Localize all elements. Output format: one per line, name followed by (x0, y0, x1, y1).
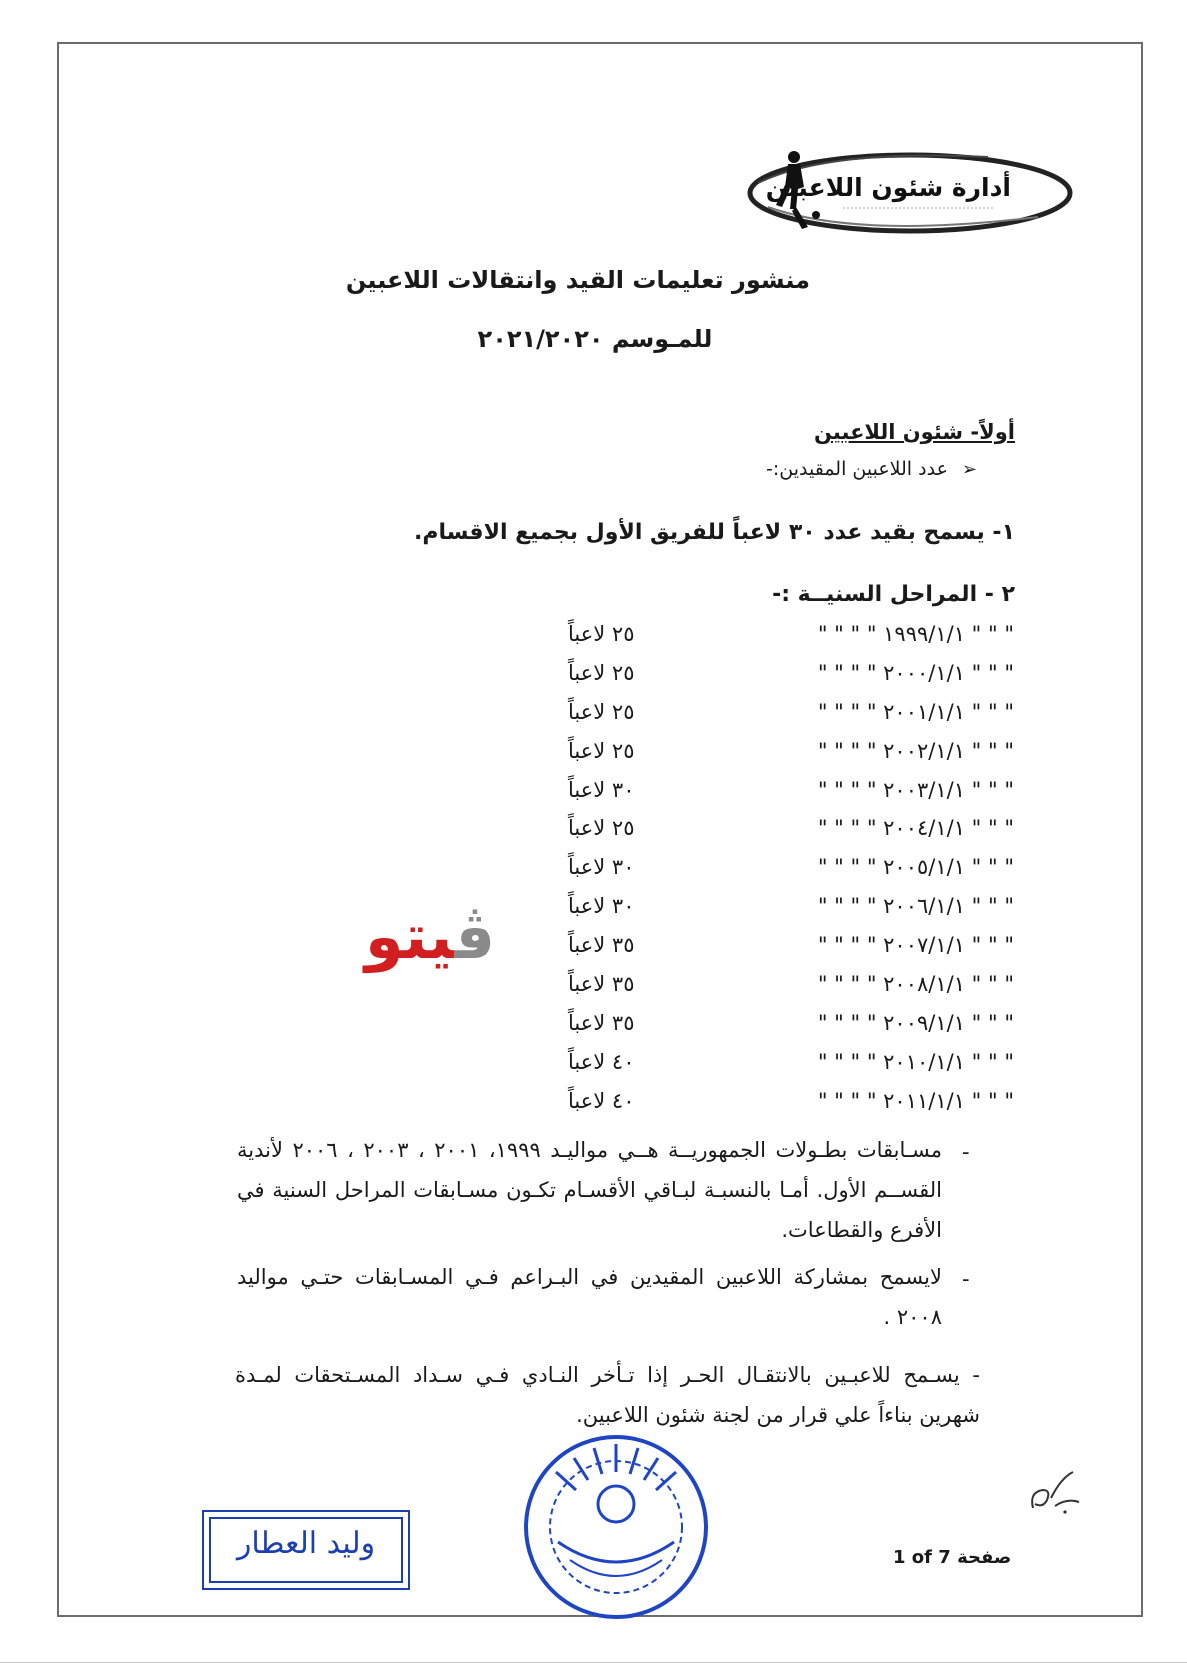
player-count: ٢٥ لاعباً (568, 816, 635, 841)
watermark-part: ڨ (454, 900, 496, 973)
birth-date: " " " ٢٠٠٥/١/١ " " " " (817, 855, 1014, 880)
federation-seal-icon (518, 1432, 714, 1622)
page-number-value: 1 of 7 (893, 1547, 951, 1568)
player-count: ٣٥ لاعباً (568, 972, 635, 997)
player-count: ٣٠ لاعباً (568, 777, 635, 802)
signature-name: وليد العطار (236, 1526, 376, 1561)
paragraph-juniors: لايسمح بمشاركة اللاعبين المقيدين في البـراعم فـي المسـابقات حتـي مواليد ٢٠٠٨ . (237, 1265, 942, 1329)
birth-date: " " " ٢٠٠٤/١/١ " " " " (817, 816, 1014, 841)
dash-bullet: - (962, 1140, 970, 1164)
arrow-bullet-icon: ➢ (961, 459, 977, 480)
list-item (540, 929, 1014, 968)
birth-date: " " " ٢٠٠٢/١/١ " " " " (817, 738, 1014, 763)
paragraph-competitions: مسـابقات بطـولات الجمهوريــة هــي مواليـد ١٩٩٩، ٢٠٠١ ، ٢٠٠٣ ، ٢٠٠٦ لأندية القســم الأول. أمـا بالنسبـة لبـاقي الأقسـام تكـون مسـابقات المراحل السنية في الأفرع والقطاعات. (237, 1138, 942, 1242)
birth-date: " " " ٢٠٠٠/١/١ " " " " (817, 660, 1014, 685)
registered-players-bullet (766, 458, 977, 480)
handwritten-initials-icon (1025, 1468, 1085, 1518)
list-item (540, 968, 1014, 1007)
age-stages-heading: ٢ - المراحل السنيــة :- (772, 582, 1015, 607)
birth-date: " " " ٢٠٠٩/١/١ " " " " (817, 1010, 1014, 1035)
page-number-label: صفحة (957, 1547, 1012, 1568)
player-count: ٢٥ لاعباً (568, 660, 635, 685)
document-title: منشور تعليمات القيد وانتقالات اللاعبين (345, 266, 810, 294)
badge-ghost-text (843, 207, 993, 215)
player-count: ٣٠ لاعباً (568, 855, 635, 880)
list-item (540, 851, 1014, 890)
list-item (540, 618, 1014, 657)
list-item (540, 1085, 1014, 1124)
player-count: ٤٠ لاعباً (568, 1049, 635, 1074)
department-badge (738, 147, 1073, 239)
list-item (540, 890, 1014, 929)
first-team-rule: ١- يسمح بقيد عدد ٣٠ لاعباً للفريق الأول بجميع الاقسام. (414, 520, 1015, 545)
player-count: ٢٥ لاعباً (568, 699, 635, 724)
list-item (540, 696, 1014, 735)
signature-stamp (202, 1510, 410, 1590)
scan-edge (0, 1662, 1187, 1663)
season-title: للمـوسم ٢٠٢١/٢٠٢٠ (477, 325, 713, 353)
list-item (540, 1046, 1014, 1085)
birth-date: " " " ٢٠٠٦/١/١ " " " " (817, 894, 1014, 919)
player-count: ٢٥ لاعباً (568, 622, 635, 646)
player-count: ٣٠ لاعباً (568, 894, 635, 919)
watermark-logo (365, 900, 495, 973)
birth-date: " " " ٢٠١١/١/١ " " " " (817, 1088, 1014, 1113)
list-item (540, 657, 1014, 696)
list-item (540, 812, 1014, 851)
birth-date: " " " ٢٠١٠/١/١ " " " " (817, 1049, 1014, 1074)
birth-date: " " " ١٩٩٩/١/١ " " " " (817, 622, 1014, 646)
bullet-text: عدد اللاعبين المقيدين:- (766, 458, 948, 480)
page-number (893, 1547, 1011, 1568)
dash-bullet: - (962, 1267, 970, 1291)
player-count: ٤٠ لاعباً (568, 1088, 635, 1113)
player-count: ٣٥ لاعباً (568, 1010, 635, 1035)
badge-title: أدارة شئون اللاعبين (765, 173, 1011, 202)
section-heading: أولاً- شئون اللاعبين (814, 420, 1015, 444)
birth-date: " " " ٢٠٠٣/١/١ " " " " (817, 777, 1014, 802)
player-count: ٢٥ لاعباً (568, 738, 635, 763)
watermark-part: يتو (365, 900, 455, 973)
player-count: ٣٥ لاعباً (568, 933, 635, 958)
birth-date: " " " ٢٠٠٨/١/١ " " " " (817, 972, 1014, 997)
list-item (540, 774, 1014, 813)
list-item (540, 735, 1014, 774)
birth-date: " " " ٢٠٠١/١/١ " " " " (817, 699, 1014, 724)
birth-date: " " " ٢٠٠٧/١/١ " " " " (817, 933, 1014, 958)
list-item (540, 1007, 1014, 1046)
paragraph-free-transfer: - يسـمح للاعبـين بالانتقـال الحـر إذا تـأخر النـادي فـي سـداد المسـتحقات لمـدة شهرين بناءاً علي قرار من لجنة شئون اللاعبين. (235, 1363, 980, 1427)
age-stages-list (540, 618, 1014, 1124)
